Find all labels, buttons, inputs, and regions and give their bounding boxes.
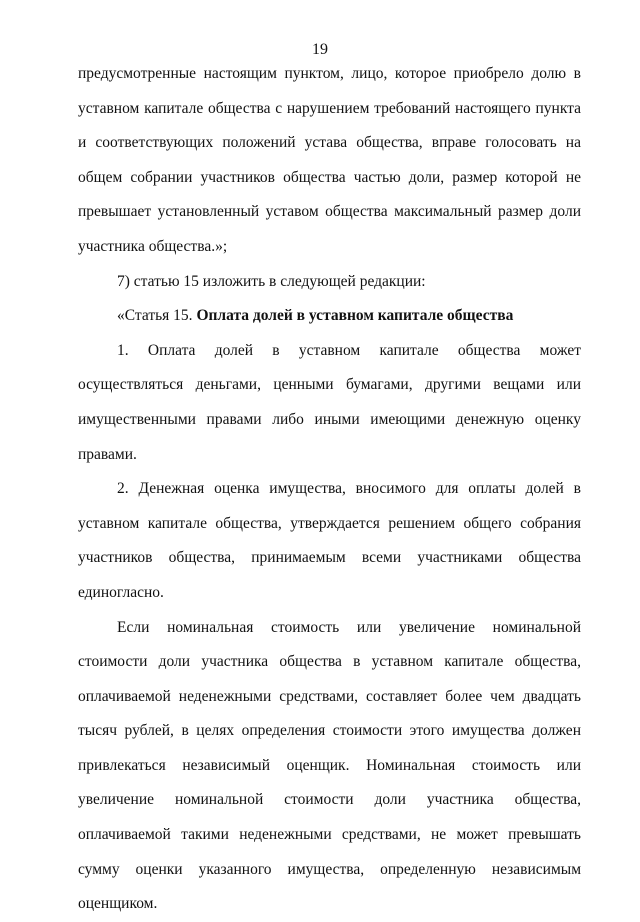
article-heading-title: Оплата долей в уставном капитале общества [196,307,514,325]
paragraph-clause-2: 2. Денежная оценка имущества, вносимого для оплаты долей в уставном капитале общества, утверждается решением общего собрания участников общества, принимаемым всеми участниками общества единогласно. [78,480,581,601]
page-number: 19 [312,41,328,58]
article-heading-prefix: «Статья 15. [117,307,197,325]
paragraph-continuation: предусмотренные настоящим пунктом, лицо, которое приобрело долю в уставном капитале общества с нарушением требований настоящего пункта и соответствующих положений устава общества, вправе голосовать на общем собрании участников общества частью доли, размер которой не превышает установленный уставом общества максимальный размер доли участника общества.»; [78,65,581,255]
article-heading [78,299,581,334]
document-body [78,57,581,922]
paragraph-amendment-item: 7) статью 15 изложить в следующей редакции: [117,272,426,290]
paragraph-clause-2-continued: Если номинальная стоимость или увеличение номинальной стоимости доли участника общества в уставном капитале общества, оплачиваемой неденежными средствами, составляет более чем двадцать тысяч рублей, в целях определения стоимости этого имущества должен привлекаться независимый оценщик. Номинальная стоимость или увеличение номинальной стоимости доли участника общества, оплачиваемой такими неденежными средствами, не может превышать сумму оценки указанного имущества, определенную независимым оценщиком. [78,618,581,913]
paragraph-clause-1: 1. Оплата долей в уставном капитале общества может осуществляться деньгами, ценными бумагами, другими вещами или имущественными правами либо иными имеющими денежную оценку правами. [78,341,581,463]
